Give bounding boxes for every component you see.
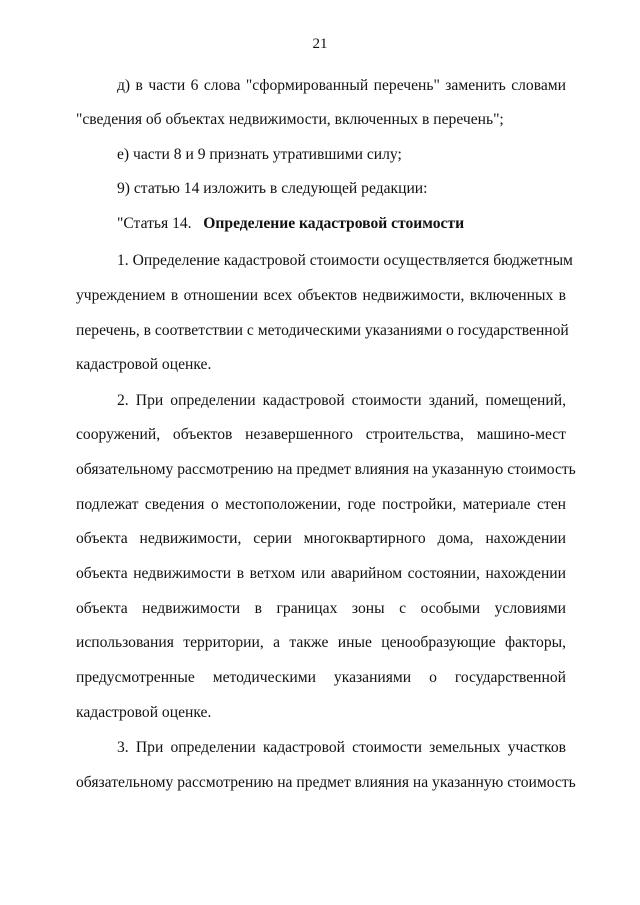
text-line: 3. При определении кадастровой стоимости земельных участков	[117, 739, 566, 756]
text-line: учреждением в отношении всех объектов недвижимости, включенных в	[76, 287, 566, 304]
text-line: 1. Определение кадастровой стоимости осуществляется бюджетным	[117, 252, 573, 269]
text-line: сооружений, объектов незавершенного строительства, машино-мест	[76, 426, 566, 443]
page-number: 21	[312, 36, 328, 52]
text-line: обязательному рассмотрению на предмет влияния на указанную стоимость	[76, 461, 576, 478]
text-line: подлежат сведения о местоположении, годе постройки, материале стен	[76, 496, 566, 513]
text-line: д) в части 6 слова "сформированный перечень" заменить словами	[117, 77, 566, 94]
text-line: кадастровой оценке.	[76, 356, 212, 373]
text-line: объекта недвижимости в границах зоны с особыми условиями	[76, 600, 566, 617]
text-line: перечень, в соответствии с методическими указаниями о государственной	[76, 322, 569, 339]
article-prefix: "Статья 14.	[117, 215, 192, 232]
article-title: Определение кадастровой стоимости	[203, 215, 465, 232]
text-line: объекта недвижимости, серии многоквартирного дома, нахождении	[76, 530, 566, 547]
text-line: 2. При определении кадастровой стоимости зданий, помещений,	[117, 392, 566, 409]
text-line: использования территории, а также иные ценообразующие факторы,	[76, 634, 566, 651]
text-line: 9) статью 14 изложить в следующей редакции:	[117, 180, 428, 197]
text-line: обязательному рассмотрению на предмет влияния на указанную стоимость	[76, 774, 576, 791]
article-heading	[117, 213, 566, 235]
text-line: "сведения об объектах недвижимости, включенных в перечень";	[76, 111, 504, 128]
text-line: е) части 8 и 9 признать утратившими силу;	[117, 146, 402, 163]
text-line: объекта недвижимости в ветхом или аварийном состоянии, нахождении	[76, 565, 566, 582]
text-line: кадастровой оценке.	[76, 704, 212, 721]
text-line: предусмотренные методическими указаниями о государственной	[76, 669, 566, 686]
